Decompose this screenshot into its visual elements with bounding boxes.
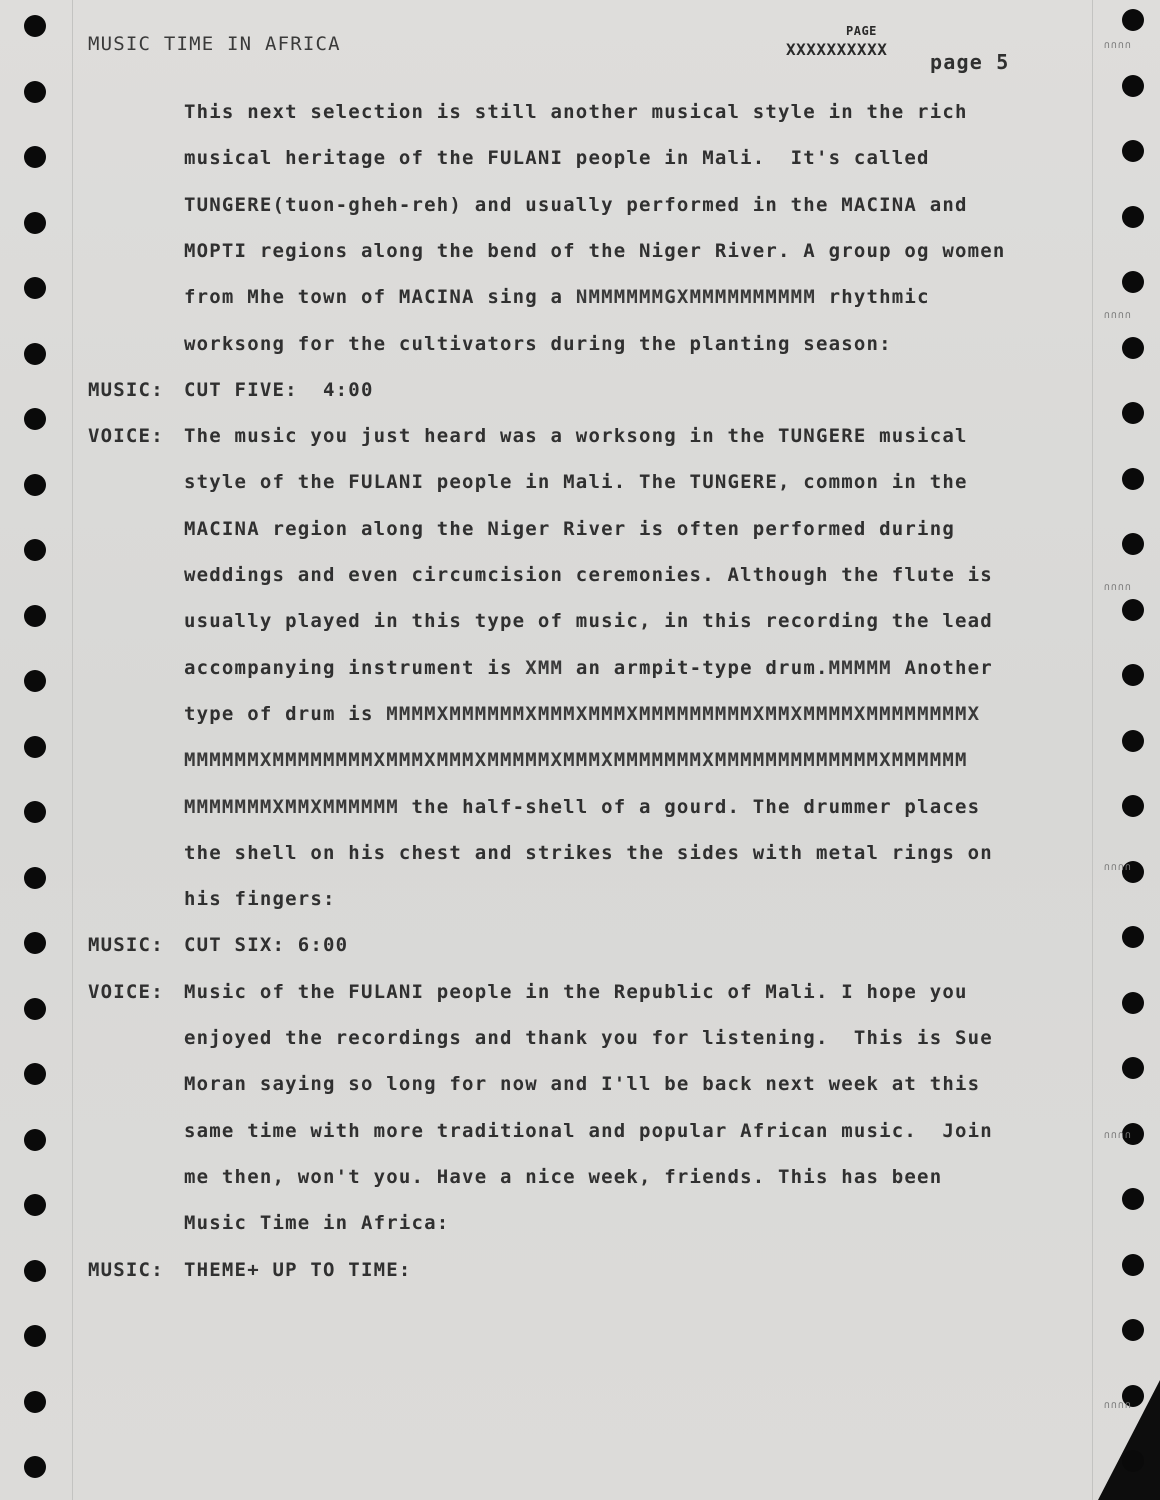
line-text: musical heritage of the FULANI people in Mali. It's called [184,147,930,170]
page-struck-stamp: PAGE [846,24,877,38]
right-feed-hole [1122,599,1144,621]
right-feed-hole [1122,75,1144,97]
left-tractor-edge [72,0,73,1500]
perforation-mark: ∩∩∩∩ [1104,862,1133,873]
perforation-mark: ∩∩∩∩ [1104,1130,1133,1141]
left-feed-hole [24,736,46,758]
script-line [184,1072,980,1096]
left-feed-hole [24,1391,46,1413]
right-feed-hole [1122,9,1144,31]
line-text: Another [891,656,993,679]
line-text: type of drum is [184,702,387,725]
cue-label: MUSIC: [88,934,164,957]
right-tractor-edge [1092,0,1093,1500]
perforation-mark: ∩∩∩∩ [1104,310,1133,321]
line-text: me then, won't you. Have a nice week, friends. This has been [184,1165,943,1188]
script-line [184,146,930,170]
script-line [184,1211,449,1235]
left-feed-hole [24,539,46,561]
line-text: weddings and even circumcision ceremonies. Although the flute is [184,564,993,586]
script-line [184,470,968,494]
left-feed-hole [24,670,46,692]
left-feed-hole [24,932,46,954]
perforation-mark: ∩∩∩∩ [1104,40,1133,51]
line-text: style of the FULANI people in Mali. The TUNGERE, common in the [184,471,968,494]
line-text: CUT SIX: 6:00 [184,934,349,957]
cue-label: MUSIC: [88,1258,164,1281]
script-line [184,424,968,448]
left-feed-hole [24,343,46,365]
left-feed-hole [24,1325,46,1347]
line-text: This next selection is still another musical style in the rich [184,101,968,123]
line-text: Music Time in Africa: [184,1212,450,1235]
page-number: page 5 [930,50,1010,74]
struck-text: MMMMMMMXMMXMMMMMM [184,795,399,818]
right-feed-hole [1122,664,1144,686]
script-line [184,1026,993,1050]
script-line [184,656,993,680]
line-text: from Mhe town of MACINA sing a [184,286,576,309]
right-feed-hole [1122,1057,1144,1079]
struck-text: XMM [525,656,564,679]
left-feed-hole [24,277,46,299]
left-feed-hole [24,474,46,496]
script-line [184,1165,942,1189]
script-line [184,239,1006,263]
cue-label: VOICE: [88,425,164,448]
script-line [184,933,348,957]
line-text: worksong for the cultivators during the planting season: [184,332,892,355]
script-line [184,517,955,541]
document-title: MUSIC TIME IN AFRICA [88,33,341,55]
right-feed-hole [1122,795,1144,817]
line-text: MACINA region along the Niger River is often performed during [184,517,955,540]
line-text: rhythmic [815,286,930,309]
left-feed-hole [24,1194,46,1216]
script-line [184,378,374,402]
left-feed-hole [24,801,46,823]
line-text: the shell on his chest and strikes the sides with metal rings on [184,841,993,864]
script-line [184,841,993,865]
cue-label: MUSIC: [88,378,164,401]
line-text: The music you just heard was a worksong in the TUNGERE musical [184,425,968,448]
left-feed-hole [24,1063,46,1085]
script-line [184,748,968,772]
line-text: enjoyed the recordings and thank you for listening. This is Sue [184,1027,993,1049]
right-feed-hole [1122,926,1144,948]
right-feed-hole [1122,1450,1144,1472]
right-feed-hole [1122,140,1144,162]
left-feed-hole [24,1129,46,1151]
right-feed-hole [1122,337,1144,359]
struck-text: MMMMM [828,656,892,679]
perforation-mark: ∩∩∩∩ [1104,582,1133,593]
left-feed-hole [24,1456,46,1478]
right-feed-hole [1122,271,1144,293]
script-line [184,795,980,819]
line-text: his fingers: [184,888,336,911]
right-feed-hole [1122,1188,1144,1210]
right-feed-hole [1122,468,1144,490]
script-line [184,702,980,726]
line-text: an armpit-type drum. [563,656,829,679]
line-text: same time with more traditional and popular African music. Join [184,1119,993,1142]
line-text: MOPTI regions along the bend of the Niger River. A group og women [184,239,1006,262]
line-text: accompanying instrument is [184,656,526,679]
right-feed-hole [1122,402,1144,424]
right-feed-hole [1122,730,1144,752]
script-line [184,285,930,309]
cue-label: VOICE: [88,980,164,1003]
script-line [184,563,993,587]
struck-text: MMMMXMMMMMMXMMMXMMMXMMMMMMMMMXMMXMMMMXMMMMMMMMX [386,702,981,725]
left-feed-hole [24,212,46,234]
script-line [184,980,968,1004]
line-text: CUT FIVE: 4:00 [184,378,374,401]
left-feed-hole [24,867,46,889]
right-feed-hole [1122,992,1144,1014]
line-text: TUNGERE(tuon-gheh-reh) and usually performed in the MACINA and [184,193,968,216]
script-line [184,193,968,217]
right-feed-hole [1122,1319,1144,1341]
script-line [184,1119,993,1143]
script-line [184,332,892,356]
left-feed-hole [24,81,46,103]
struck-text: NMMMMMMGXMMMMMMMMMM [575,286,816,309]
perforation-mark: ∩∩∩∩ [1104,1400,1133,1411]
line-text: the half-shell of a gourd. The drummer places [398,795,981,818]
script-line [184,887,336,911]
left-feed-hole [24,15,46,37]
left-feed-hole [24,408,46,430]
right-feed-hole [1122,533,1144,555]
line-text: Moran saying so long for now and I'll be back next week at this [184,1073,981,1096]
line-text: Music of the FULANI people in the Republic of Mali. I hope you [184,980,968,1003]
script-line [184,1258,412,1282]
script-line [184,100,968,124]
left-feed-hole [24,998,46,1020]
script-line [184,609,993,633]
left-feed-hole [24,605,46,627]
left-feed-hole [24,1260,46,1282]
line-text: THEME+ UP TO TIME: [184,1258,412,1281]
struck-text: MMMMMMXMMMMMMMMXMMMXMMMXMMMMMXMMMXMMMMMMMXMMMMMMMMMMMMMXMMMMMM [184,749,968,772]
right-feed-hole [1122,206,1144,228]
page-struck: XXXXXXXXXX [786,40,888,59]
left-feed-hole [24,146,46,168]
right-feed-hole [1122,1254,1144,1276]
line-text: usually played in this type of music, in this recording the lead [184,610,993,633]
